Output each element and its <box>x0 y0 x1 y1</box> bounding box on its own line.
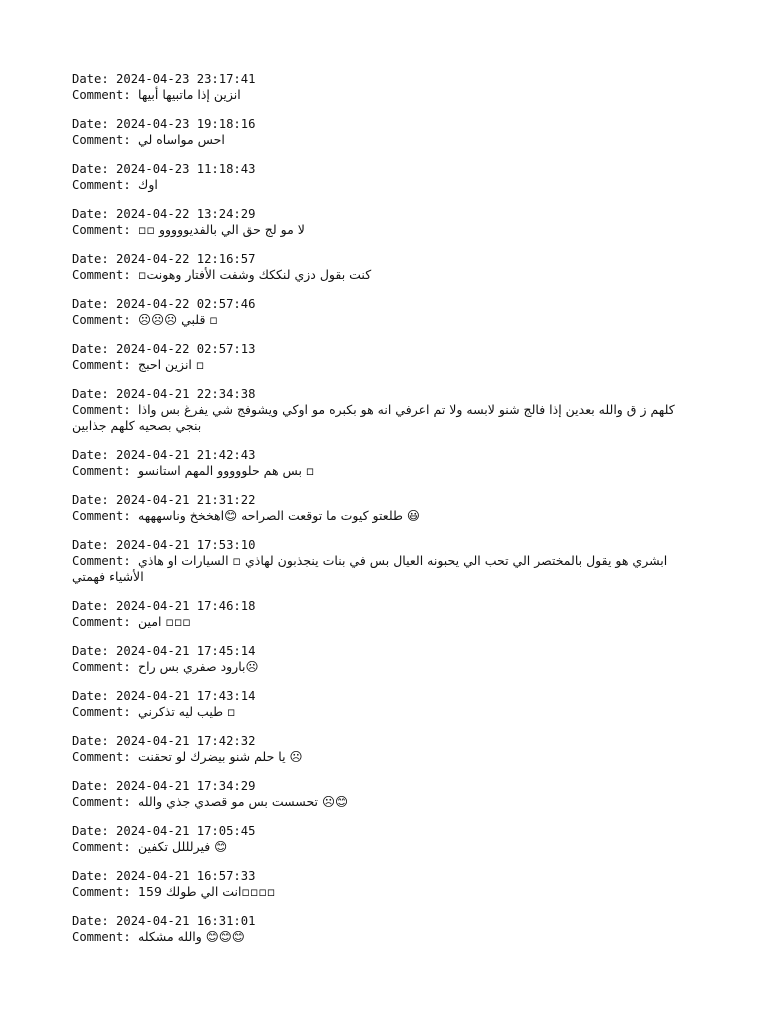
date-line <box>72 72 696 87</box>
comment-log <box>72 72 696 959</box>
date-label: Date: <box>72 252 109 266</box>
comment-line <box>72 929 696 945</box>
comment-line <box>72 177 696 193</box>
comment-text: كنت بقول دزي لنككك وشفت الأفتار وهونت▫ <box>138 267 372 282</box>
comment-entry <box>72 914 696 945</box>
date-value: 2024-04-21 21:42:43 <box>116 448 256 462</box>
comment-line <box>72 794 696 810</box>
comment-entry <box>72 342 696 373</box>
comment-line <box>72 749 696 765</box>
comment-text: ▫ طيب ليه تذكرني <box>138 704 236 719</box>
comment-entry <box>72 162 696 193</box>
date-line <box>72 914 696 929</box>
comment-entry <box>72 644 696 675</box>
date-label: Date: <box>72 162 109 176</box>
comment-line <box>72 267 696 283</box>
date-label: Date: <box>72 72 109 86</box>
date-label: Date: <box>72 297 109 311</box>
comment-text: ▫▫▫ امين <box>138 614 191 629</box>
date-label: Date: <box>72 448 109 462</box>
date-line <box>72 493 696 508</box>
date-value: 2024-04-23 23:17:41 <box>116 72 256 86</box>
comment-entry <box>72 493 696 524</box>
comment-entry <box>72 734 696 765</box>
comment-entry <box>72 448 696 479</box>
date-line <box>72 387 696 402</box>
comment-label: Comment: <box>72 795 131 809</box>
comment-label: Comment: <box>72 133 131 147</box>
date-line <box>72 117 696 132</box>
date-label: Date: <box>72 342 109 356</box>
comment-entry <box>72 824 696 855</box>
date-value: 2024-04-23 11:18:43 <box>116 162 256 176</box>
date-value: 2024-04-21 17:46:18 <box>116 599 256 613</box>
date-label: Date: <box>72 914 109 928</box>
date-line <box>72 689 696 704</box>
date-label: Date: <box>72 538 109 552</box>
date-value: 2024-04-21 17:42:32 <box>116 734 256 748</box>
date-line <box>72 538 696 553</box>
comment-label: Comment: <box>72 930 131 944</box>
comment-text: ابشري هو يقول بالمختصر الي تحب الي يحبونه العيال بس في بنات ينجذبون لهاذي ▫ السيارات او هاذي الأشياء فهمتي <box>72 553 672 584</box>
date-label: Date: <box>72 387 109 401</box>
comment-label: Comment: <box>72 554 131 568</box>
comment-line <box>72 884 696 900</box>
comment-entry <box>72 297 696 328</box>
comment-entry <box>72 207 696 238</box>
comment-text: ☹ يا حلم شنو بيضرك لو تحقنت <box>138 749 303 764</box>
date-value: 2024-04-23 19:18:16 <box>116 117 256 131</box>
date-label: Date: <box>72 207 109 221</box>
comment-entry <box>72 117 696 148</box>
date-label: Date: <box>72 493 109 507</box>
comment-entry <box>72 72 696 103</box>
comment-text: ▫▫▫▫انت الي طولك 159 <box>138 884 276 899</box>
comment-label: Comment: <box>72 615 131 629</box>
comment-text: احس مواساه لي <box>138 132 225 147</box>
comment-line <box>72 614 696 630</box>
date-value: 2024-04-21 17:05:45 <box>116 824 256 838</box>
date-line <box>72 734 696 749</box>
comment-line <box>72 839 696 855</box>
comment-entry <box>72 869 696 900</box>
comment-label: Comment: <box>72 223 131 237</box>
date-value: 2024-04-21 16:31:01 <box>116 914 256 928</box>
comment-text: ▫ قلبي ☹☹☹ <box>138 312 218 327</box>
comment-text: ▫ انزين احبج <box>138 357 205 372</box>
comment-line <box>72 553 696 585</box>
date-value: 2024-04-21 17:53:10 <box>116 538 256 552</box>
comment-label: Comment: <box>72 403 131 417</box>
comment-line <box>72 222 696 238</box>
comment-line <box>72 402 696 434</box>
comment-line <box>72 704 696 720</box>
date-label: Date: <box>72 869 109 883</box>
date-value: 2024-04-21 21:31:22 <box>116 493 256 507</box>
comment-entry <box>72 252 696 283</box>
comment-label: Comment: <box>72 358 131 372</box>
date-value: 2024-04-21 17:34:29 <box>116 779 256 793</box>
comment-line <box>72 357 696 373</box>
comment-text: 😊☹ تحسست بس مو قصدي جذي والله <box>138 794 349 809</box>
comment-label: Comment: <box>72 268 131 282</box>
comment-label: Comment: <box>72 178 131 192</box>
date-line <box>72 824 696 839</box>
comment-line <box>72 659 696 675</box>
date-line <box>72 448 696 463</box>
date-value: 2024-04-22 12:16:57 <box>116 252 256 266</box>
date-line <box>72 162 696 177</box>
date-line <box>72 869 696 884</box>
comment-line <box>72 132 696 148</box>
comment-label: Comment: <box>72 464 131 478</box>
comment-entry <box>72 387 696 434</box>
comment-text: ☹بارود صفري بس راح <box>138 659 259 674</box>
comment-entry <box>72 689 696 720</box>
date-line <box>72 779 696 794</box>
comment-text: اوك <box>138 177 158 192</box>
date-value: 2024-04-21 16:57:33 <box>116 869 256 883</box>
date-value: 2024-04-21 22:34:38 <box>116 387 256 401</box>
comment-label: Comment: <box>72 313 131 327</box>
comment-text: لا مو لج حق الي بالفديووووو ▫▫ <box>138 222 305 237</box>
comment-label: Comment: <box>72 660 131 674</box>
comment-text: كلهم ز ق والله بعدين إذا فالج شنو لابسه ولا تم اعرفي انه هو بكبره مو اوكي ويشوفج شي يفرغ بس واذا بنجي بصحيه كلهم جذابين <box>72 402 679 433</box>
comment-text: 😊 فيرلللل تكفين <box>138 839 228 854</box>
date-label: Date: <box>72 689 109 703</box>
comment-label: Comment: <box>72 840 131 854</box>
date-label: Date: <box>72 779 109 793</box>
date-line <box>72 644 696 659</box>
date-line <box>72 297 696 312</box>
date-line <box>72 252 696 267</box>
comment-entry <box>72 599 696 630</box>
comment-entry <box>72 779 696 810</box>
comment-line <box>72 87 696 103</box>
comment-label: Comment: <box>72 509 131 523</box>
comment-text: 😊😊😊 والله مشكله <box>138 929 245 944</box>
comment-entry <box>72 538 696 585</box>
comment-label: Comment: <box>72 705 131 719</box>
comment-text: ▫ بس هم حلووووو المهم استانسو <box>138 463 315 478</box>
date-value: 2024-04-21 17:43:14 <box>116 689 256 703</box>
date-label: Date: <box>72 644 109 658</box>
date-line <box>72 342 696 357</box>
date-line <box>72 207 696 222</box>
date-label: Date: <box>72 734 109 748</box>
comment-label: Comment: <box>72 88 131 102</box>
date-label: Date: <box>72 824 109 838</box>
date-value: 2024-04-22 02:57:13 <box>116 342 256 356</box>
date-label: Date: <box>72 599 109 613</box>
date-label: Date: <box>72 117 109 131</box>
date-value: 2024-04-22 13:24:29 <box>116 207 256 221</box>
comment-label: Comment: <box>72 750 131 764</box>
date-line <box>72 599 696 614</box>
comment-text: انزين إذا ماتبيها أبيها <box>138 87 241 102</box>
date-value: 2024-04-21 17:45:14 <box>116 644 256 658</box>
date-value: 2024-04-22 02:57:46 <box>116 297 256 311</box>
comment-text: 😃 طلعتو كيوت ما توقعت الصراحه 😊اهخخخ وناسهههه <box>138 508 420 523</box>
comment-line <box>72 508 696 524</box>
comment-line <box>72 463 696 479</box>
comment-label: Comment: <box>72 885 131 899</box>
comment-line <box>72 312 696 328</box>
